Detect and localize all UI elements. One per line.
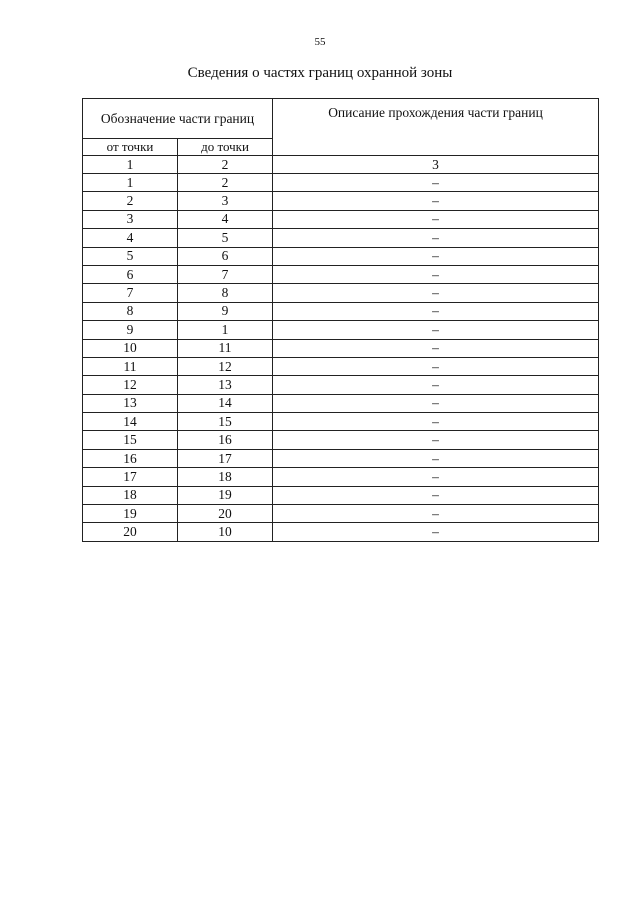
cell-from-point: 11 bbox=[83, 357, 178, 375]
table-row bbox=[83, 247, 599, 265]
table-row bbox=[83, 302, 599, 320]
cell-from-point: 13 bbox=[83, 394, 178, 412]
cell-to-point: 19 bbox=[178, 486, 273, 504]
table-row bbox=[83, 431, 599, 449]
table-row bbox=[83, 357, 599, 375]
document-title: Сведения о частях границ охранной зоны bbox=[187, 65, 453, 81]
table-row bbox=[83, 210, 599, 228]
cell-from-point: 17 bbox=[83, 468, 178, 486]
cell-description: – bbox=[273, 431, 599, 449]
cell-description: – bbox=[273, 265, 599, 283]
cell-description: – bbox=[273, 284, 599, 302]
cell-to-point: 2 bbox=[178, 174, 273, 192]
column-number-row bbox=[83, 156, 599, 174]
cell-to-point: 6 bbox=[178, 247, 273, 265]
table-row bbox=[83, 413, 599, 431]
cell-from-point: 5 bbox=[83, 247, 178, 265]
cell-to-point: 15 bbox=[178, 413, 273, 431]
cell-to-point: 1 bbox=[178, 321, 273, 339]
cell-to-point: 11 bbox=[178, 339, 273, 357]
cell-from-point: 14 bbox=[83, 413, 178, 431]
table-row bbox=[83, 192, 599, 210]
cell-to-point: 5 bbox=[178, 229, 273, 247]
cell-from-point: 20 bbox=[83, 523, 178, 541]
cell-from-point: 1 bbox=[83, 174, 178, 192]
table-row bbox=[83, 321, 599, 339]
column-number: 1 bbox=[83, 156, 178, 174]
table-row bbox=[83, 394, 599, 412]
cell-to-point: 13 bbox=[178, 376, 273, 394]
column-number: 3 bbox=[273, 156, 599, 174]
cell-description: – bbox=[273, 210, 599, 228]
cell-to-point: 7 bbox=[178, 265, 273, 283]
cell-from-point: 3 bbox=[83, 210, 178, 228]
table-body bbox=[83, 156, 599, 542]
table-row bbox=[83, 449, 599, 467]
table-row bbox=[83, 468, 599, 486]
cell-description: – bbox=[273, 302, 599, 320]
boundary-parts-table bbox=[82, 98, 599, 542]
cell-from-point: 8 bbox=[83, 302, 178, 320]
cell-to-point: 17 bbox=[178, 449, 273, 467]
table-row bbox=[83, 174, 599, 192]
cell-to-point: 18 bbox=[178, 468, 273, 486]
header-to-point: до точки bbox=[178, 139, 273, 156]
cell-to-point: 16 bbox=[178, 431, 273, 449]
cell-description: – bbox=[273, 357, 599, 375]
table-row bbox=[83, 505, 599, 523]
cell-description: – bbox=[273, 321, 599, 339]
table-row bbox=[83, 229, 599, 247]
cell-description: – bbox=[273, 339, 599, 357]
cell-from-point: 6 bbox=[83, 265, 178, 283]
column-number: 2 bbox=[178, 156, 273, 174]
cell-from-point: 18 bbox=[83, 486, 178, 504]
cell-from-point: 15 bbox=[83, 431, 178, 449]
cell-to-point: 9 bbox=[178, 302, 273, 320]
cell-description: – bbox=[273, 486, 599, 504]
cell-to-point: 20 bbox=[178, 505, 273, 523]
cell-to-point: 10 bbox=[178, 523, 273, 541]
header-boundary-designation: Обозначение части границ bbox=[83, 99, 273, 139]
cell-from-point: 16 bbox=[83, 449, 178, 467]
cell-description: – bbox=[273, 394, 599, 412]
cell-description: – bbox=[273, 229, 599, 247]
table-row bbox=[83, 486, 599, 504]
cell-description: – bbox=[273, 376, 599, 394]
cell-from-point: 7 bbox=[83, 284, 178, 302]
cell-to-point: 12 bbox=[178, 357, 273, 375]
page-number: 55 bbox=[314, 36, 326, 48]
cell-description: – bbox=[273, 449, 599, 467]
header-from-point: от точки bbox=[83, 139, 178, 156]
cell-to-point: 8 bbox=[178, 284, 273, 302]
cell-description: – bbox=[273, 413, 599, 431]
cell-description: – bbox=[273, 505, 599, 523]
header-boundary-description: Описание прохождения части границ bbox=[273, 99, 599, 156]
cell-from-point: 12 bbox=[83, 376, 178, 394]
cell-description: – bbox=[273, 468, 599, 486]
cell-description: – bbox=[273, 247, 599, 265]
cell-description: – bbox=[273, 174, 599, 192]
table-row bbox=[83, 339, 599, 357]
table-row bbox=[83, 265, 599, 283]
table-row bbox=[83, 523, 599, 541]
cell-to-point: 4 bbox=[178, 210, 273, 228]
table-row bbox=[83, 376, 599, 394]
cell-description: – bbox=[273, 523, 599, 541]
cell-from-point: 4 bbox=[83, 229, 178, 247]
cell-from-point: 19 bbox=[83, 505, 178, 523]
cell-to-point: 3 bbox=[178, 192, 273, 210]
table-row bbox=[83, 284, 599, 302]
cell-from-point: 9 bbox=[83, 321, 178, 339]
cell-description: – bbox=[273, 192, 599, 210]
cell-from-point: 10 bbox=[83, 339, 178, 357]
cell-to-point: 14 bbox=[178, 394, 273, 412]
cell-from-point: 2 bbox=[83, 192, 178, 210]
